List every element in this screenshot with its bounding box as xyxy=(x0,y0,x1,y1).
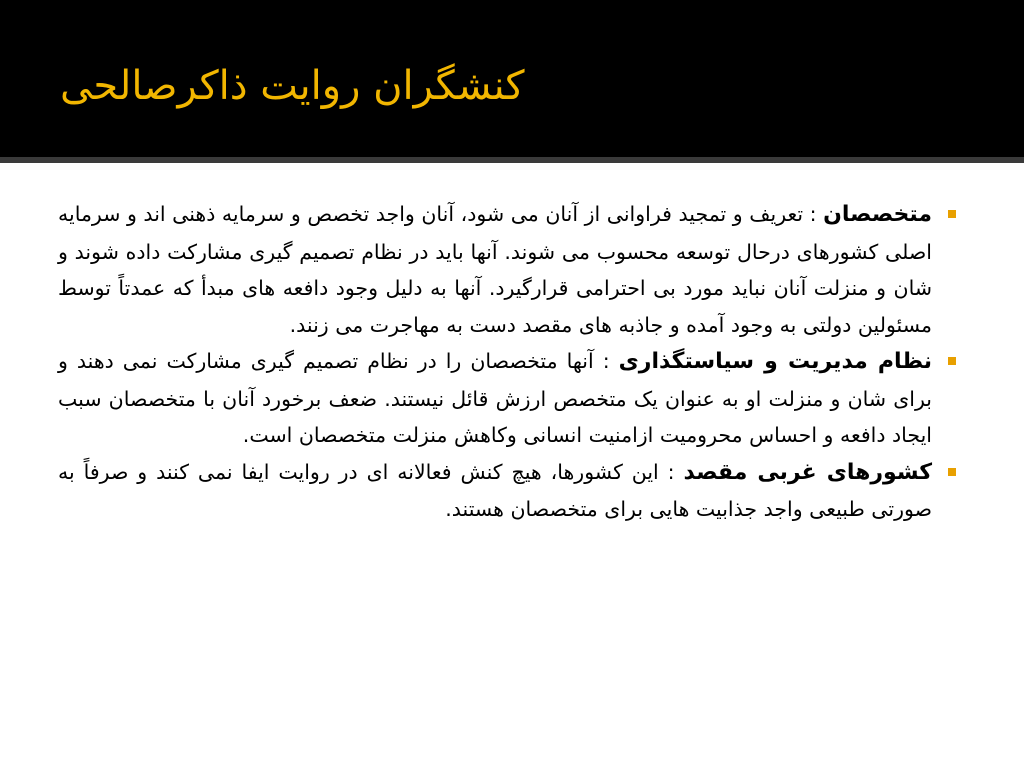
title-bar xyxy=(0,0,1024,157)
slide-body xyxy=(58,196,956,528)
bullet-term: متخصصان xyxy=(823,202,932,227)
bullet-text: : تعریف و تمجید فراوانی از آنان می شود، آنان واجد تخصص و سرمایه ذهنی اند و سرمایه اصلی کشورهای درحال توسعه محسوب می شوند. آنها باید در نظام تصمیم گیری مشارکت داده شوند و شان و منزلت آنان نباید مورد بی احترامی قرارگیرد. آنها به دلیل وجود دافعه های مبدأ که عمدتاً توسط مسئولین دولتی به وجود آمده و جاذبه های مقصد دست به مهاجرت می زنند. xyxy=(58,202,932,337)
bullet-square-icon xyxy=(948,210,956,218)
bullet-square-icon xyxy=(948,357,956,365)
bullet-term: کشورهای غربی مقصد xyxy=(683,459,933,485)
bullet-item xyxy=(58,196,956,343)
bullet-term: نظام مدیریت و سیاستگذاری xyxy=(618,349,932,374)
title-divider xyxy=(0,157,1024,163)
bullet-square-icon xyxy=(948,468,956,476)
slide-title: کنشگران روایت ذاکرصالحی xyxy=(60,63,525,109)
bullet-item xyxy=(58,454,956,528)
bullet-item xyxy=(58,343,956,454)
bullet-text: : آنها متخصصان را در نظام تصمیم گیری مشارکت نمی دهند و برای شان و منزلت او به عنوان یک متخصص ارزش قائل نیستند. ضعف برخورد آنان با متخصصان سبب ایجاد دافعه و احساس محرومیت ازامنیت انسانی وکاهش منزلت متخصصان است. xyxy=(58,349,932,447)
bullet-text: : این کشورها، هیچ کنش فعالانه ای در روایت ایفا نمی کنند و صرفاً به صورتی طبیعی واجد جذابیت هایی برای متخصصان هستند. xyxy=(58,459,932,521)
